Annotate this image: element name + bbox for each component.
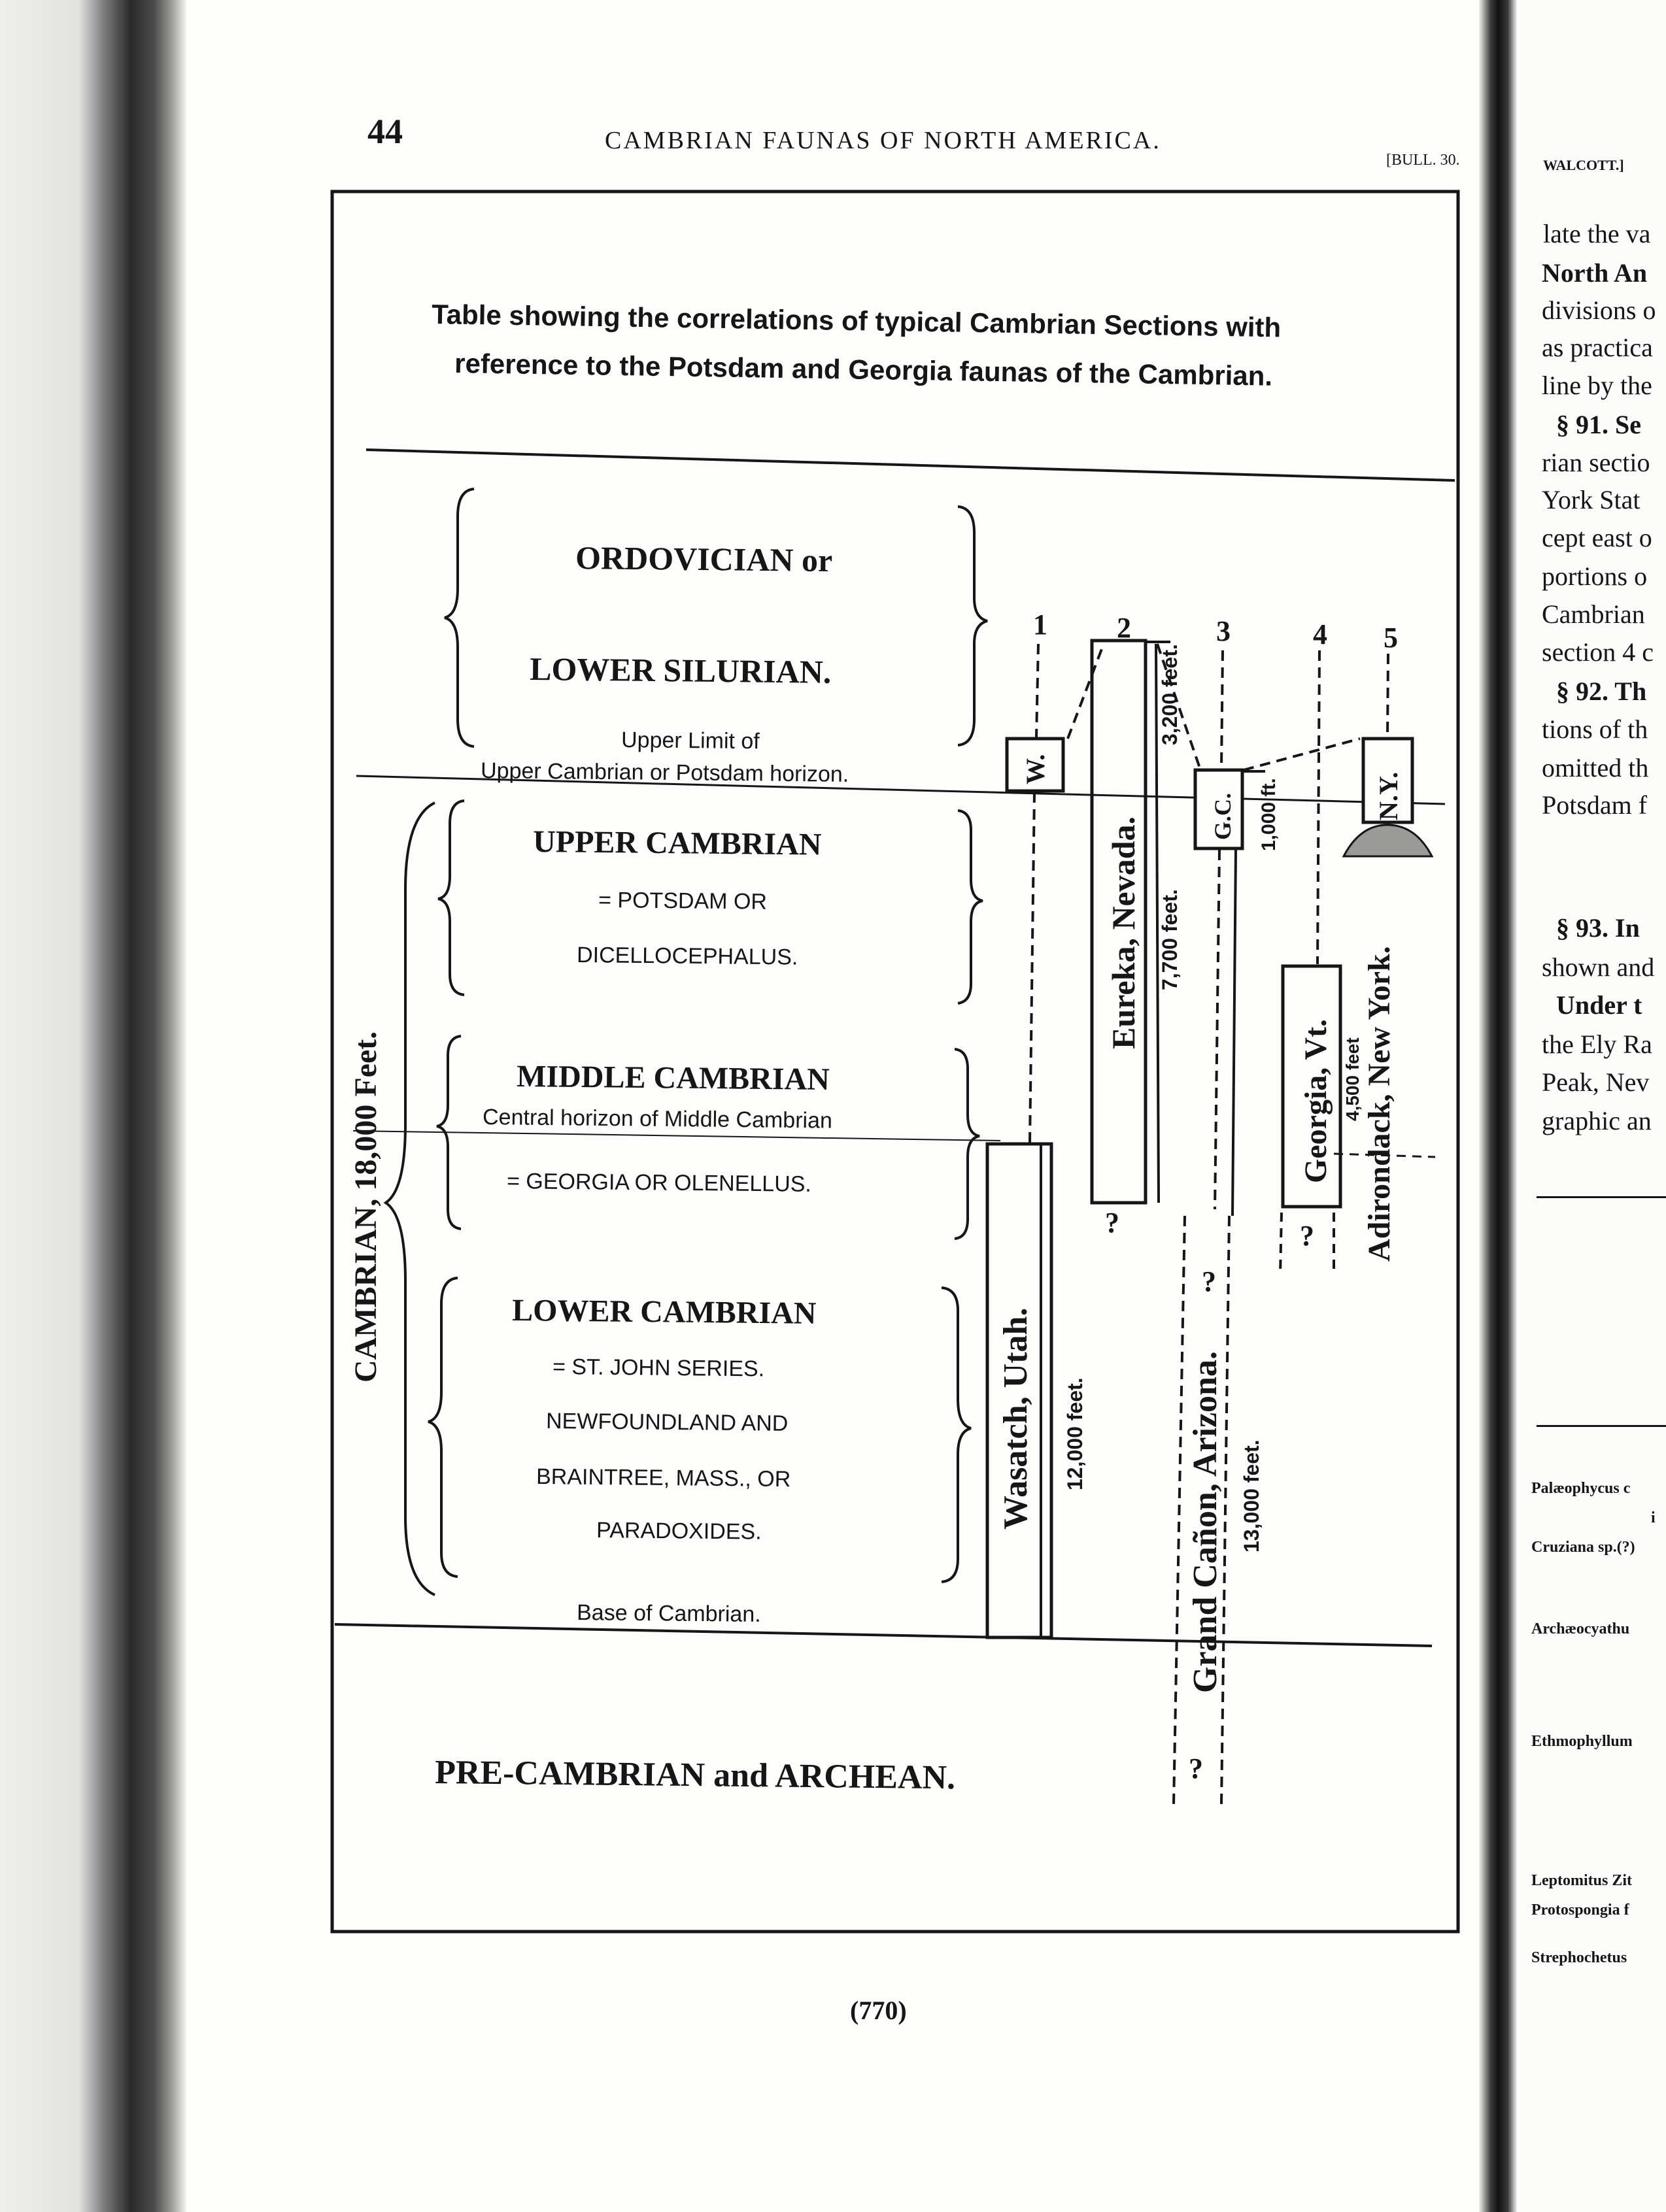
- facing-line: tions of th: [1542, 714, 1648, 744]
- facing-line: § 93. In: [1556, 913, 1640, 943]
- lower-cambrian-line4: PARADOXIDES.: [596, 1518, 762, 1545]
- upper-limit-line1: Upper Limit of: [620, 728, 760, 754]
- page-number: 44: [367, 112, 403, 151]
- ordovician-label: ORDOVICIAN or: [575, 539, 833, 579]
- section-2-upper-thickness: 3,200 feet.: [1158, 644, 1182, 745]
- section-4-dashed-top: [1318, 650, 1319, 964]
- section-5-abbr: N.Y.: [1374, 771, 1403, 820]
- section-1-abbr: W.: [1021, 754, 1050, 784]
- facing-list-item: Palæophycus c: [1531, 1480, 1631, 1497]
- facing-line: late the va: [1543, 219, 1651, 248]
- question-mark-eureka: ?: [1105, 1207, 1119, 1239]
- section-5-link: [1244, 739, 1360, 770]
- table-title-line2: reference to the Potsdam and Georgia faunas of the Cambrian.: [454, 348, 1273, 392]
- facing-line: omitted th: [1542, 753, 1649, 782]
- section-5-rock-base: [1344, 825, 1432, 856]
- section-2-dashed-link: [1068, 644, 1104, 739]
- facing-line: § 92. Th: [1556, 677, 1647, 706]
- facing-line: Cambrian: [1542, 599, 1645, 629]
- facing-list-item: i: [1651, 1509, 1656, 1526]
- question-mark-georgia: ?: [1300, 1220, 1314, 1252]
- section-5-number: 5: [1384, 622, 1398, 654]
- table-title-line1: Table showing the correlations of typical Cambrian Sections with: [431, 299, 1282, 343]
- brace-lower-right: [942, 1288, 971, 1582]
- facing-page-header: WALCOTT.]: [1543, 157, 1624, 173]
- section-4-name: Georgia, Vt.: [1299, 1018, 1333, 1183]
- facing-rule-1: [1537, 1196, 1666, 1198]
- upper-cambrian-equiv: = POTSDAM OR: [598, 888, 768, 914]
- facing-line: the Ely Ra: [1542, 1030, 1652, 1059]
- facing-line: York Stat: [1542, 485, 1640, 514]
- facing-line: line by the: [1542, 371, 1652, 400]
- section-3-number: 3: [1216, 615, 1231, 647]
- section-3-thickness: 13,000 feet.: [1240, 1439, 1263, 1552]
- facing-line: section 4 c: [1542, 637, 1654, 667]
- brace-cambrian-total: [386, 803, 435, 1595]
- base-of-cambrian-label: Base of Cambrian.: [576, 1600, 761, 1627]
- brace-middle-right: [955, 1049, 979, 1239]
- rule-title-bottom: [366, 450, 1455, 480]
- facing-line: shown and: [1542, 952, 1655, 982]
- section-1-dashed-mid: [1030, 792, 1034, 1143]
- facing-list-item: Cruziana sp.(?): [1531, 1539, 1635, 1556]
- section-3-upper-thickness: 1,000 ft.: [1258, 778, 1280, 851]
- question-mark-grand-canyon-upper: ?: [1202, 1265, 1216, 1298]
- facing-line: divisions o: [1542, 295, 1656, 325]
- facing-line: as practica: [1542, 333, 1653, 362]
- section-3-dashed-left: [1174, 1216, 1185, 1804]
- brace-ordovician-left: [445, 489, 474, 746]
- cambrian-total-label: CAMBRIAN, 18,000 Feet.: [348, 1031, 383, 1382]
- middle-cambrian-label: MIDDLE CAMBRIAN: [516, 1059, 830, 1098]
- bulletin-reference: [BULL. 30.: [1386, 152, 1460, 169]
- lower-cambrian-line2: NEWFOUNDLAND AND: [545, 1409, 789, 1436]
- upper-cambrian-alt: DICELLOCEPHALUS.: [576, 943, 798, 970]
- question-mark-grand-canyon-lower: ?: [1189, 1752, 1203, 1785]
- facing-rule-2: [1537, 1425, 1666, 1427]
- section-5-dashed-top: [1387, 654, 1388, 739]
- lower-cambrian-line3: BRAINTREE, MASS., OR: [536, 1464, 791, 1492]
- brace-ordovician-right: [958, 507, 987, 745]
- section-1-dashed-top: [1036, 644, 1038, 737]
- section-3-name: Grand Cañon, Arizona.: [1187, 1351, 1224, 1693]
- facing-line: rian sectio: [1542, 448, 1650, 477]
- section-4-number: 4: [1313, 618, 1327, 650]
- facing-line: cept east o: [1542, 523, 1652, 552]
- section-3-abbr: G.C.: [1210, 793, 1236, 840]
- lower-cambrian-label: LOWER CAMBRIAN: [511, 1293, 817, 1331]
- lower-silurian-label-text: LOWER SILURIAN.: [529, 650, 832, 690]
- section-1-thickness: 12,000 feet.: [1063, 1377, 1087, 1490]
- section-2-name: Eureka, Nevada.: [1105, 816, 1142, 1049]
- running-title: CAMBRIAN FAUNAS OF NORTH AMERICA.: [605, 127, 1161, 154]
- facing-list-item: Leptomitus Zit: [1531, 1872, 1633, 1889]
- brace-upper-right: [958, 811, 983, 1003]
- facing-list-item: Protospongia f: [1531, 1902, 1629, 1919]
- central-horizon-label: Central horizon of Middle Cambrian: [482, 1105, 833, 1133]
- section-5-name: Adirondack, New York.: [1362, 946, 1397, 1262]
- section-3-scale-line: [1232, 850, 1236, 1216]
- middle-cambrian-equiv: = GEORGIA OR OLENELLUS.: [506, 1169, 812, 1197]
- section-1-name: Wasatch, Utah.: [997, 1307, 1034, 1530]
- facing-list-item: Ethmophyllum: [1531, 1733, 1633, 1750]
- brace-lower-left: [428, 1278, 458, 1577]
- section-2-number: 2: [1117, 612, 1131, 644]
- facing-line: Potsdam f: [1542, 790, 1648, 820]
- section-3-dashed-main: [1215, 850, 1219, 1209]
- rule-base-of-cambrian: [335, 1624, 1432, 1646]
- brace-upper-left: [438, 801, 464, 995]
- facing-line: § 91. Se: [1556, 410, 1641, 439]
- facing-list-item: Strephochetus: [1531, 1949, 1627, 1966]
- section-4-thickness: 4,500 feet: [1342, 1037, 1363, 1121]
- section-3-dashed-top: [1221, 650, 1223, 768]
- upper-limit-line2: Upper Cambrian or Potsdam horizon.: [480, 758, 849, 787]
- section-2-thickness: 7,700 feet.: [1158, 889, 1182, 990]
- rule-central-horizon: [353, 1131, 1000, 1141]
- facing-line: graphic an: [1542, 1106, 1652, 1135]
- pre-cambrian-label: PRE-CAMBRIAN and ARCHEAN.: [434, 1754, 956, 1797]
- section-1-number: 1: [1033, 609, 1047, 641]
- facing-line: Under t: [1556, 990, 1642, 1020]
- facing-line: portions o: [1542, 561, 1648, 591]
- section-4-dashed-lower-left: [1280, 1213, 1282, 1275]
- upper-cambrian-label: UPPER CAMBRIAN: [532, 824, 822, 862]
- facing-line: North An: [1542, 258, 1648, 288]
- lower-cambrian-equiv: = ST. JOHN SERIES.: [552, 1354, 765, 1382]
- folio-number: (770): [850, 1996, 907, 2025]
- facing-list-item: Archæocyathu: [1531, 1620, 1630, 1637]
- facing-line: Peak, Nev: [1542, 1067, 1650, 1097]
